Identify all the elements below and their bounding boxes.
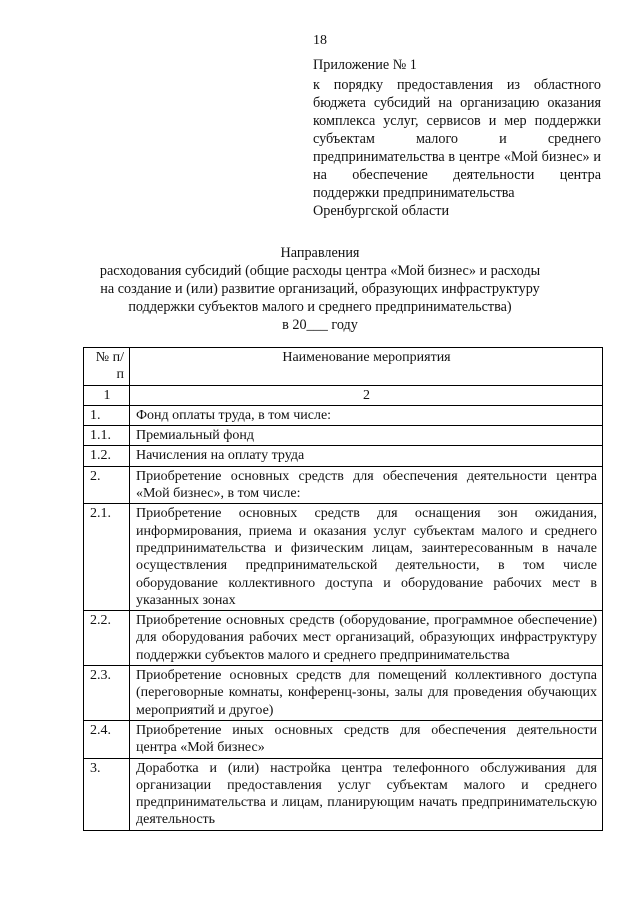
- column-index-row: [84, 385, 603, 405]
- row-name: Приобретение основных средств для оснащения зон ожидания, информирования, приема и оказания услуг субъектам малого и среднего предпринимательства и физическим лицам, заинтересованным в начале осуществления предпринимательской деятельности, в том числе оборудование коллективного доступа и оборудование рабочих мест в указанных зонах: [130, 504, 603, 611]
- row-number: 1.2.: [84, 446, 130, 466]
- row-name: Фонд оплаты труда, в том числе:: [130, 405, 603, 425]
- row-number: 2.3.: [84, 666, 130, 721]
- appendix-title: Приложение № 1: [313, 57, 417, 73]
- heading-subtitle-line1: расходования субсидий (общие расходы центра «Мой бизнес» и расходы: [99, 263, 541, 279]
- heading-subtitle-line2: на создание и (или) развитие организаций, образующих инфраструктуру: [100, 281, 540, 297]
- row-name: Приобретение основных средств для обеспечения деятельности центра «Мой бизнес», в том числе:: [130, 466, 603, 504]
- column-index-name: 2: [130, 385, 603, 405]
- row-name: Начисления на оплату труда: [130, 446, 603, 466]
- table-row: [84, 758, 603, 830]
- page-number: 18: [313, 33, 327, 48]
- table-header-row: [84, 348, 603, 386]
- row-name: Приобретение основных средств (оборудование, программное обеспечение) для оборудования рабочих мест организаций, образующих инфраструктуру поддержки субъектов малого и среднего предпринимательства: [130, 611, 603, 666]
- row-name: Приобретение основных средств для помещений коллективного доступа (переговорные комнаты, конференц-зоны, залы для проведения обучающих мероприятий и другое): [130, 666, 603, 721]
- row-number: 2.: [84, 466, 130, 504]
- row-number: 2.2.: [84, 611, 130, 666]
- column-index-number: 1: [84, 385, 130, 405]
- appendix-text: к порядку предоставления из областного бюджета субсидий на организацию оказания комплекса услуг, сервисов и мер поддержки субъектам малого и среднего предпринимательства в центре «Мой бизнес» и на обеспечение деятельности центра поддержки предпринимательства: [313, 77, 601, 201]
- document-heading: [80, 244, 560, 334]
- table-row: [84, 446, 603, 466]
- appendix-block: [313, 56, 601, 220]
- header-name: Наименование мероприятия: [130, 348, 603, 386]
- table-row: [84, 426, 603, 446]
- table-row: [84, 720, 603, 758]
- row-number: 1.: [84, 405, 130, 425]
- row-number: 1.1.: [84, 426, 130, 446]
- row-name: Доработка и (или) настройка центра телефонного обслуживания для организации предоставления услуг субъектам малого и среднего предпринимательства и лицам, планирующим начать предпринимательскую деятельность: [130, 758, 603, 830]
- header-number: № п/п: [84, 348, 130, 386]
- table-row: [84, 611, 603, 666]
- row-number: 2.1.: [84, 504, 130, 611]
- appendix-region: Оренбургской области: [313, 203, 450, 219]
- table-row: [84, 466, 603, 504]
- heading-year-line: в 20___ году: [282, 317, 358, 333]
- table-row: [84, 405, 603, 425]
- table-row: [84, 666, 603, 721]
- heading-title: Направления: [280, 245, 360, 261]
- measures-table: [83, 347, 603, 831]
- row-name: Премиальный фонд: [130, 426, 603, 446]
- row-number: 2.4.: [84, 720, 130, 758]
- row-number: 3.: [84, 758, 130, 830]
- heading-subtitle-line3: поддержки субъектов малого и среднего предпринимательства): [128, 299, 512, 315]
- row-name: Приобретение иных основных средств для обеспечения деятельности центра «Мой бизнес»: [130, 720, 603, 758]
- table-row: [84, 504, 603, 611]
